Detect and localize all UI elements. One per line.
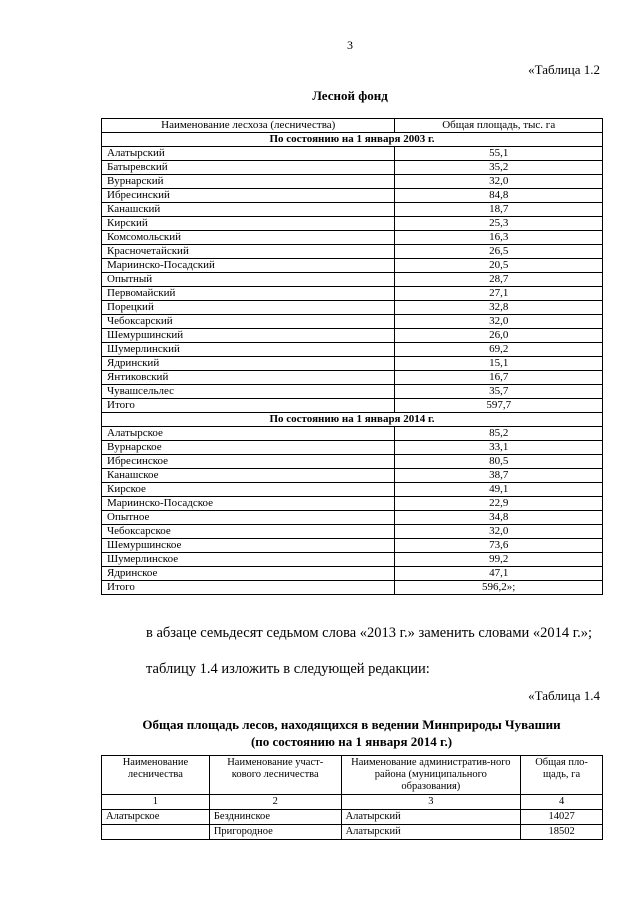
table-row [102,259,603,273]
forestry-name: Алатырское [102,810,210,825]
table-row [102,161,603,175]
area-value: 22,9 [395,497,603,511]
table-row [102,175,603,189]
table-1-4-title-line2: (по состоянию на 1 января 2014 г.) [250,734,453,749]
forestry-name: Канашский [102,203,395,217]
table-row [102,539,603,553]
table-row [102,511,603,525]
forestry-name: Ядринский [102,357,395,371]
area-value: 597,7 [395,399,603,413]
table-row [102,329,603,343]
forestry-name: Батыревский [102,161,395,175]
table-row [102,825,603,840]
forestry-name: Красночетайский [102,245,395,259]
table-row [102,245,603,259]
table-row [102,203,603,217]
table-row [102,469,603,483]
area-value: 32,0 [395,175,603,189]
table-row [102,567,603,581]
forestry-name: Вурнарское [102,441,395,455]
column-header: Общая площадь, тыс. га [395,119,603,133]
column-number: 2 [209,795,341,810]
area-value: 18,7 [395,203,603,217]
paragraph-amend-words: в абзаце семьдесят седьмом слова «2013 г.» заменить словами «2014 г.»; [146,625,593,641]
table-row [102,301,603,315]
administrative-district: Алатырский [341,810,521,825]
table-row [102,217,603,231]
table-row [102,357,603,371]
table-row [102,427,603,441]
forestry-name: Мариинско-Посадское [102,497,395,511]
table-1-2-title: Лесной фонд [312,88,388,103]
area-value: 35,2 [395,161,603,175]
section-header-row [102,413,603,427]
area-value: 26,0 [395,329,603,343]
table-row [102,581,603,595]
table-row [102,315,603,329]
table-row [102,231,603,245]
table-row [102,455,603,469]
forestry-name: Ибресинский [102,189,395,203]
area-value: 99,2 [395,553,603,567]
forest-fund-table [101,118,603,595]
table-row [102,147,603,161]
area-value: 69,2 [395,343,603,357]
area-value: 80,5 [395,455,603,469]
table-row [102,483,603,497]
table-row [102,287,603,301]
column-header: Наименование лесхоза (лесничества) [102,119,395,133]
forestry-name: Алатырский [102,147,395,161]
table-1-4-title [104,716,599,750]
paragraph-table-1-4-intro: таблицу 1.4 изложить в следующей редакции: [146,661,430,677]
area-value: 47,1 [395,567,603,581]
section-title: По состоянию на 1 января 2003 г. [102,133,603,147]
table-row [102,189,603,203]
area-value: 20,5 [395,259,603,273]
table-row [102,399,603,413]
column-header: Наименование участ-кового лесничества [209,756,341,795]
column-number: 1 [102,795,210,810]
area-value: 26,5 [395,245,603,259]
area-value: 33,1 [395,441,603,455]
table-1-4-reference: «Таблица 1.4 [528,688,600,703]
table-1-4-title-line1: Общая площадь лесов, находящихся в ведении Минприроды Чувашии [142,717,561,732]
forestry-name: Шемуршинский [102,329,395,343]
forestry-name: Первомайский [102,287,395,301]
column-number-row [102,795,603,810]
forestry-name: Шумерлинский [102,343,395,357]
forestry-name: Янтиковский [102,371,395,385]
area-value: 28,7 [395,273,603,287]
district-forestry-name: Безднинское [209,810,341,825]
column-number: 3 [341,795,521,810]
forestry-name: Мариинско-Посадский [102,259,395,273]
forestry-name: Шумерлинское [102,553,395,567]
table-row [102,273,603,287]
table-1-2-reference: «Таблица 1.2 [528,62,600,77]
table-row [102,343,603,357]
forestry-name: Ядринское [102,567,395,581]
table-row [102,385,603,399]
section-title: По состоянию на 1 января 2014 г. [102,413,603,427]
area-value: 16,7 [395,371,603,385]
area-value: 32,0 [395,525,603,539]
area-value: 34,8 [395,511,603,525]
area-value: 38,7 [395,469,603,483]
page-number: 3 [347,38,353,52]
total-area: 18502 [521,825,603,840]
forestry-name: Комсомольский [102,231,395,245]
forestry-name: Шемуршинское [102,539,395,553]
column-header: Наименование административ-ного района (муниципального образования) [341,756,521,795]
area-value: 596,2»; [395,581,603,595]
forestry-name: Опытный [102,273,395,287]
area-value: 27,1 [395,287,603,301]
forestry-name: Чебоксарское [102,525,395,539]
table-row [102,525,603,539]
forestry-name [102,825,210,840]
forestry-name: Чувашсельлес [102,385,395,399]
district-forestry-name: Пригородное [209,825,341,840]
area-value: 25,3 [395,217,603,231]
area-value: 32,8 [395,301,603,315]
area-value: 49,1 [395,483,603,497]
forestry-name: Алатырское [102,427,395,441]
forest-area-table [101,755,603,840]
area-value: 85,2 [395,427,603,441]
column-header: Наименование лесничества [102,756,210,795]
area-value: 32,0 [395,315,603,329]
table-row [102,441,603,455]
table-row [102,810,603,825]
administrative-district: Алатырский [341,825,521,840]
forestry-name: Чебоксарский [102,315,395,329]
table-header-row [102,756,603,795]
area-value: 73,6 [395,539,603,553]
section-header-row [102,133,603,147]
area-value: 55,1 [395,147,603,161]
area-value: 84,8 [395,189,603,203]
total-area: 14027 [521,810,603,825]
area-value: 15,1 [395,357,603,371]
area-value: 35,7 [395,385,603,399]
column-header: Общая пло-щадь, га [521,756,603,795]
forestry-name: Итого [102,399,395,413]
forestry-name: Итого [102,581,395,595]
forestry-name: Опытное [102,511,395,525]
area-value: 16,3 [395,231,603,245]
column-number: 4 [521,795,603,810]
forestry-name: Вурнарский [102,175,395,189]
table-row [102,371,603,385]
forestry-name: Ибресинское [102,455,395,469]
forestry-name: Кирский [102,217,395,231]
forestry-name: Порецкий [102,301,395,315]
forestry-name: Кирское [102,483,395,497]
table-row [102,497,603,511]
table-row [102,553,603,567]
forestry-name: Канашское [102,469,395,483]
table-header-row [102,119,603,133]
